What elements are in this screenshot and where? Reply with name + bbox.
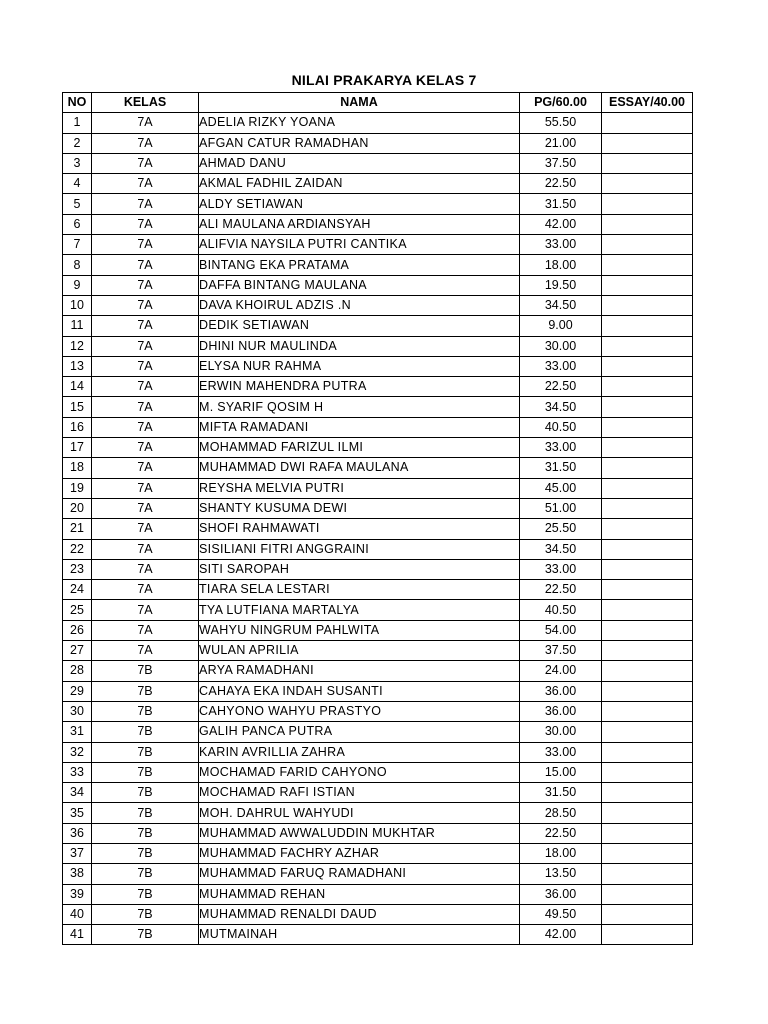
cell-kelas: 7A xyxy=(92,377,199,397)
cell-no: 35 xyxy=(63,803,92,823)
cell-no: 1 xyxy=(63,113,92,133)
cell-no: 25 xyxy=(63,600,92,620)
cell-pg: 30.00 xyxy=(520,336,602,356)
cell-essay xyxy=(602,174,693,194)
cell-essay xyxy=(602,600,693,620)
cell-nama: DEDIK SETIAWAN xyxy=(199,316,520,336)
cell-essay xyxy=(602,438,693,458)
table-row xyxy=(63,843,693,863)
cell-pg: 45.00 xyxy=(520,478,602,498)
cell-essay xyxy=(602,539,693,559)
cell-essay xyxy=(602,153,693,173)
cell-nama: MUHAMMAD RENALDI DAUD xyxy=(199,904,520,924)
cell-kelas: 7A xyxy=(92,133,199,153)
cell-pg: 40.50 xyxy=(520,600,602,620)
cell-pg: 19.50 xyxy=(520,275,602,295)
cell-nama: MUHAMMAD FACHRY AZHAR xyxy=(199,843,520,863)
cell-no: 18 xyxy=(63,458,92,478)
cell-nama: DAVA KHOIRUL ADZIS .N xyxy=(199,295,520,315)
cell-nama: KARIN AVRILLIA ZAHRA xyxy=(199,742,520,762)
cell-essay xyxy=(602,458,693,478)
cell-kelas: 7A xyxy=(92,153,199,173)
cell-kelas: 7A xyxy=(92,356,199,376)
header-pg: PG/60.00 xyxy=(520,93,602,113)
cell-essay xyxy=(602,641,693,661)
cell-pg: 15.00 xyxy=(520,762,602,782)
cell-nama: ELYSA NUR RAHMA xyxy=(199,356,520,376)
cell-kelas: 7B xyxy=(92,823,199,843)
cell-kelas: 7B xyxy=(92,701,199,721)
header-row xyxy=(63,93,693,113)
cell-essay xyxy=(602,478,693,498)
header-nama: NAMA xyxy=(199,93,520,113)
cell-kelas: 7A xyxy=(92,478,199,498)
header-no: NO xyxy=(63,93,92,113)
cell-nama: TYA LUTFIANA MARTALYA xyxy=(199,600,520,620)
cell-nama: DAFFA BINTANG MAULANA xyxy=(199,275,520,295)
cell-essay xyxy=(602,336,693,356)
cell-no: 33 xyxy=(63,762,92,782)
cell-nama: REYSHA MELVIA PUTRI xyxy=(199,478,520,498)
cell-essay xyxy=(602,316,693,336)
table-row xyxy=(63,722,693,742)
cell-pg: 36.00 xyxy=(520,884,602,904)
table-row xyxy=(63,133,693,153)
cell-pg: 42.00 xyxy=(520,925,602,945)
cell-no: 19 xyxy=(63,478,92,498)
cell-kelas: 7B xyxy=(92,925,199,945)
cell-kelas: 7A xyxy=(92,539,199,559)
cell-nama: ADELIA RIZKY YOANA xyxy=(199,113,520,133)
cell-kelas: 7B xyxy=(92,722,199,742)
cell-pg: 33.00 xyxy=(520,235,602,255)
cell-essay xyxy=(602,823,693,843)
cell-pg: 51.00 xyxy=(520,498,602,518)
cell-nama: MUHAMMAD DWI RAFA MAULANA xyxy=(199,458,520,478)
cell-essay xyxy=(602,925,693,945)
cell-no: 34 xyxy=(63,783,92,803)
table-row xyxy=(63,823,693,843)
cell-no: 12 xyxy=(63,336,92,356)
cell-nama: GALIH PANCA PUTRA xyxy=(199,722,520,742)
cell-essay xyxy=(602,397,693,417)
table-row xyxy=(63,681,693,701)
cell-no: 8 xyxy=(63,255,92,275)
cell-no: 10 xyxy=(63,295,92,315)
cell-kelas: 7B xyxy=(92,803,199,823)
table-row xyxy=(63,742,693,762)
cell-essay xyxy=(602,356,693,376)
table-row xyxy=(63,559,693,579)
cell-essay xyxy=(602,681,693,701)
cell-no: 22 xyxy=(63,539,92,559)
cell-no: 30 xyxy=(63,701,92,721)
cell-kelas: 7B xyxy=(92,884,199,904)
table-row xyxy=(63,377,693,397)
table-row xyxy=(63,783,693,803)
table-row xyxy=(63,661,693,681)
cell-essay xyxy=(602,559,693,579)
cell-nama: ERWIN MAHENDRA PUTRA xyxy=(199,377,520,397)
cell-no: 27 xyxy=(63,641,92,661)
cell-nama: SHOFI RAHMAWATI xyxy=(199,519,520,539)
cell-no: 31 xyxy=(63,722,92,742)
cell-essay xyxy=(602,275,693,295)
cell-kelas: 7A xyxy=(92,580,199,600)
cell-kelas: 7A xyxy=(92,295,199,315)
cell-no: 36 xyxy=(63,823,92,843)
table-row xyxy=(63,864,693,884)
cell-nama: MOCHAMAD RAFI ISTIAN xyxy=(199,783,520,803)
cell-essay xyxy=(602,113,693,133)
cell-nama: ALDY SETIAWAN xyxy=(199,194,520,214)
cell-pg: 36.00 xyxy=(520,681,602,701)
cell-pg: 34.50 xyxy=(520,295,602,315)
cell-essay xyxy=(602,722,693,742)
cell-no: 39 xyxy=(63,884,92,904)
cell-essay xyxy=(602,843,693,863)
cell-nama: MOH. DAHRUL WAHYUDI xyxy=(199,803,520,823)
cell-pg: 22.50 xyxy=(520,580,602,600)
cell-kelas: 7A xyxy=(92,417,199,437)
cell-nama: MUHAMMAD REHAN xyxy=(199,884,520,904)
cell-pg: 33.00 xyxy=(520,438,602,458)
cell-no: 13 xyxy=(63,356,92,376)
cell-no: 2 xyxy=(63,133,92,153)
cell-no: 37 xyxy=(63,843,92,863)
cell-pg: 54.00 xyxy=(520,620,602,640)
cell-kelas: 7A xyxy=(92,275,199,295)
cell-pg: 33.00 xyxy=(520,559,602,579)
cell-essay xyxy=(602,864,693,884)
cell-kelas: 7B xyxy=(92,904,199,924)
cell-no: 41 xyxy=(63,925,92,945)
table-row xyxy=(63,600,693,620)
cell-kelas: 7A xyxy=(92,316,199,336)
cell-nama: CAHYONO WAHYU PRASTYO xyxy=(199,701,520,721)
table-row xyxy=(63,417,693,437)
cell-no: 38 xyxy=(63,864,92,884)
cell-kelas: 7B xyxy=(92,742,199,762)
cell-pg: 22.50 xyxy=(520,823,602,843)
table-row xyxy=(63,153,693,173)
cell-no: 29 xyxy=(63,681,92,701)
cell-nama: BINTANG EKA PRATAMA xyxy=(199,255,520,275)
cell-nama: ARYA RAMADHANI xyxy=(199,661,520,681)
cell-pg: 18.00 xyxy=(520,255,602,275)
table-row xyxy=(63,113,693,133)
table-row xyxy=(63,275,693,295)
cell-essay xyxy=(602,295,693,315)
cell-kelas: 7A xyxy=(92,397,199,417)
cell-pg: 36.00 xyxy=(520,701,602,721)
cell-no: 21 xyxy=(63,519,92,539)
table-row xyxy=(63,580,693,600)
cell-kelas: 7A xyxy=(92,600,199,620)
cell-kelas: 7B xyxy=(92,661,199,681)
cell-pg: 31.50 xyxy=(520,458,602,478)
page-title: NILAI PRAKARYA KELAS 7 xyxy=(291,72,477,88)
cell-pg: 13.50 xyxy=(520,864,602,884)
cell-nama: DHINI NUR MAULINDA xyxy=(199,336,520,356)
cell-pg: 49.50 xyxy=(520,904,602,924)
cell-kelas: 7B xyxy=(92,681,199,701)
cell-essay xyxy=(602,235,693,255)
cell-nama: MOCHAMAD FARID CAHYONO xyxy=(199,762,520,782)
cell-essay xyxy=(602,904,693,924)
cell-pg: 24.00 xyxy=(520,661,602,681)
cell-no: 7 xyxy=(63,235,92,255)
cell-pg: 40.50 xyxy=(520,417,602,437)
cell-nama: SITI SAROPAH xyxy=(199,559,520,579)
cell-pg: 33.00 xyxy=(520,742,602,762)
cell-nama: SISILIANI FITRI ANGGRAINI xyxy=(199,539,520,559)
cell-pg: 18.00 xyxy=(520,843,602,863)
cell-no: 20 xyxy=(63,498,92,518)
cell-nama: WAHYU NINGRUM PAHLWITA xyxy=(199,620,520,640)
table-row xyxy=(63,904,693,924)
cell-kelas: 7A xyxy=(92,235,199,255)
cell-pg: 37.50 xyxy=(520,641,602,661)
cell-kelas: 7A xyxy=(92,519,199,539)
table-row xyxy=(63,803,693,823)
table-row xyxy=(63,214,693,234)
cell-essay xyxy=(602,194,693,214)
cell-kelas: 7A xyxy=(92,336,199,356)
cell-nama: ALIFVIA NAYSILA PUTRI CANTIKA xyxy=(199,235,520,255)
cell-nama: MUHAMMAD FARUQ RAMADHANI xyxy=(199,864,520,884)
cell-essay xyxy=(602,580,693,600)
table-row xyxy=(63,316,693,336)
cell-no: 32 xyxy=(63,742,92,762)
table-row xyxy=(63,701,693,721)
table-row xyxy=(63,194,693,214)
cell-kelas: 7A xyxy=(92,641,199,661)
cell-pg: 30.00 xyxy=(520,722,602,742)
cell-pg: 33.00 xyxy=(520,356,602,376)
cell-essay xyxy=(602,620,693,640)
cell-essay xyxy=(602,762,693,782)
header-essay: ESSAY/40.00 xyxy=(602,93,693,113)
cell-pg: 31.50 xyxy=(520,783,602,803)
cell-kelas: 7B xyxy=(92,843,199,863)
cell-nama: ALI MAULANA ARDIANSYAH xyxy=(199,214,520,234)
cell-nama: MOHAMMAD FARIZUL ILMI xyxy=(199,438,520,458)
table-row xyxy=(63,397,693,417)
cell-essay xyxy=(602,133,693,153)
cell-no: 5 xyxy=(63,194,92,214)
cell-no: 4 xyxy=(63,174,92,194)
cell-essay xyxy=(602,417,693,437)
cell-no: 16 xyxy=(63,417,92,437)
cell-kelas: 7A xyxy=(92,113,199,133)
grades-table xyxy=(62,92,693,945)
cell-pg: 21.00 xyxy=(520,133,602,153)
cell-nama: MUHAMMAD AWWALUDDIN MUKHTAR xyxy=(199,823,520,843)
table-row xyxy=(63,478,693,498)
cell-essay xyxy=(602,661,693,681)
cell-no: 9 xyxy=(63,275,92,295)
cell-pg: 9.00 xyxy=(520,316,602,336)
cell-nama: MUTMAINAH xyxy=(199,925,520,945)
table-row xyxy=(63,255,693,275)
cell-nama: AHMAD DANU xyxy=(199,153,520,173)
header-kelas: KELAS xyxy=(92,93,199,113)
cell-kelas: 7A xyxy=(92,214,199,234)
cell-essay xyxy=(602,519,693,539)
cell-no: 11 xyxy=(63,316,92,336)
table-row xyxy=(63,438,693,458)
cell-pg: 34.50 xyxy=(520,397,602,417)
cell-nama: SHANTY KUSUMA DEWI xyxy=(199,498,520,518)
cell-essay xyxy=(602,803,693,823)
cell-nama: CAHAYA EKA INDAH SUSANTI xyxy=(199,681,520,701)
cell-nama: MIFTA RAMADANI xyxy=(199,417,520,437)
table-row xyxy=(63,336,693,356)
cell-kelas: 7A xyxy=(92,498,199,518)
cell-pg: 34.50 xyxy=(520,539,602,559)
cell-kelas: 7A xyxy=(92,194,199,214)
cell-no: 23 xyxy=(63,559,92,579)
table-row xyxy=(63,458,693,478)
table-row xyxy=(63,925,693,945)
cell-no: 3 xyxy=(63,153,92,173)
table-row xyxy=(63,519,693,539)
cell-kelas: 7A xyxy=(92,174,199,194)
table-row xyxy=(63,498,693,518)
cell-pg: 37.50 xyxy=(520,153,602,173)
cell-pg: 42.00 xyxy=(520,214,602,234)
cell-pg: 55.50 xyxy=(520,113,602,133)
cell-no: 6 xyxy=(63,214,92,234)
table-row xyxy=(63,641,693,661)
table-row xyxy=(63,762,693,782)
cell-no: 24 xyxy=(63,580,92,600)
cell-essay xyxy=(602,255,693,275)
cell-nama: M. SYARIF QOSIM H xyxy=(199,397,520,417)
table-row xyxy=(63,295,693,315)
cell-no: 40 xyxy=(63,904,92,924)
cell-essay xyxy=(602,377,693,397)
cell-essay xyxy=(602,214,693,234)
table-row xyxy=(63,174,693,194)
cell-nama: AFGAN CATUR RAMADHAN xyxy=(199,133,520,153)
table-row xyxy=(63,356,693,376)
cell-essay xyxy=(602,884,693,904)
cell-kelas: 7A xyxy=(92,255,199,275)
table-row xyxy=(63,620,693,640)
cell-no: 14 xyxy=(63,377,92,397)
cell-no: 26 xyxy=(63,620,92,640)
cell-pg: 22.50 xyxy=(520,377,602,397)
cell-nama: TIARA SELA LESTARI xyxy=(199,580,520,600)
cell-pg: 25.50 xyxy=(520,519,602,539)
cell-nama: WULAN APRILIA xyxy=(199,641,520,661)
table-row xyxy=(63,884,693,904)
cell-essay xyxy=(602,498,693,518)
cell-kelas: 7B xyxy=(92,762,199,782)
grades-body xyxy=(63,113,693,945)
cell-kelas: 7B xyxy=(92,783,199,803)
cell-no: 17 xyxy=(63,438,92,458)
table-row xyxy=(63,235,693,255)
cell-no: 28 xyxy=(63,661,92,681)
cell-pg: 31.50 xyxy=(520,194,602,214)
cell-pg: 28.50 xyxy=(520,803,602,823)
cell-kelas: 7A xyxy=(92,458,199,478)
cell-kelas: 7A xyxy=(92,620,199,640)
cell-no: 15 xyxy=(63,397,92,417)
cell-kelas: 7A xyxy=(92,559,199,579)
cell-pg: 22.50 xyxy=(520,174,602,194)
cell-kelas: 7A xyxy=(92,438,199,458)
cell-kelas: 7B xyxy=(92,864,199,884)
cell-essay xyxy=(602,742,693,762)
table-row xyxy=(63,539,693,559)
cell-nama: AKMAL FADHIL ZAIDAN xyxy=(199,174,520,194)
cell-essay xyxy=(602,701,693,721)
cell-essay xyxy=(602,783,693,803)
